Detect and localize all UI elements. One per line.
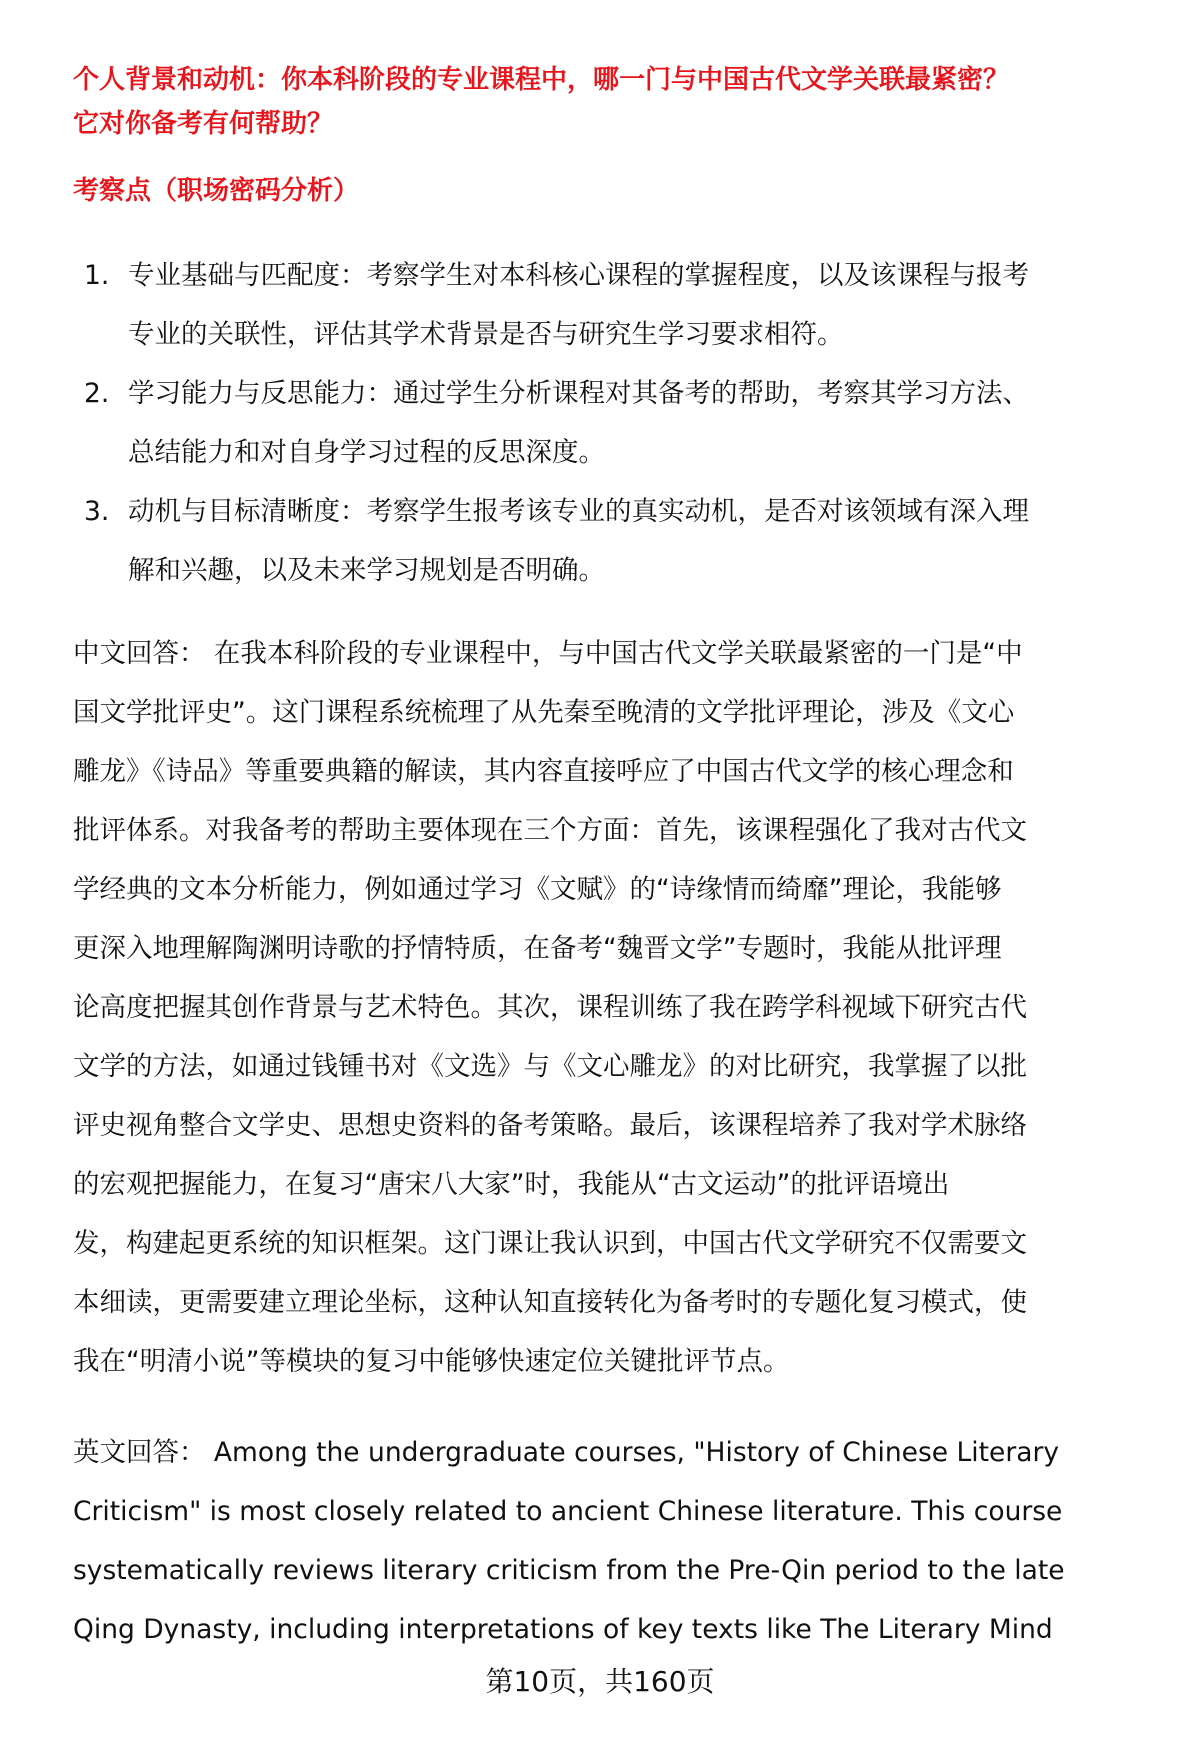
list-text: 专业基础与匹配度：考察学生对本科核心课程的掌握程度，以及该课程与报考 [128,260,1029,291]
section-title: 考察点（职场密码分析） [73,176,360,206]
paragraph-line: 论高度把握其创作背景与艺术特色。其次，课程训练了我在跨学科视域下研究古代 [73,992,1027,1023]
paragraph-line: Criticism" is most closely related to ancient Chinese literature. This course [73,1496,1063,1527]
chinese-answer [73,624,1173,1391]
list-number: 1. [84,260,110,291]
paragraph-line: 学经典的文本分析能力，例如通过学习《文赋》的“诗缘情而绮靡”理论，我能够 [73,874,1002,905]
list-item [84,246,1164,364]
paragraph-line: 发，构建起更系统的知识框架。这门课让我认识到，中国古代文学研究不仅需要文 [73,1228,1027,1259]
english-answer [73,1423,1173,1659]
paragraph-line: 雕龙》《诗品》等重要典籍的解读，其内容直接呼应了中国古代文学的核心理念和 [73,756,1014,787]
list-text: 解和兴趣，以及未来学习规划是否明确。 [128,555,605,586]
assessment-points-list [84,246,1164,600]
paragraph-line: 我在“明清小说”等模块的复习中能够快速定位关键批评节点。 [73,1346,790,1377]
paragraph-line: 中文回答： 在我本科阶段的专业课程中，与中国古代文学关联最紧密的一门是“中 [73,638,1023,669]
list-number: 2. [84,378,110,409]
list-text: 学习能力与反思能力：通过学生分析课程对其备考的帮助，考察其学习方法、 [128,378,1029,409]
paragraph-line: 更深入地理解陶渊明诗歌的抒情特质，在备考“魏晋文学”专题时，我能从批评理 [73,933,1002,964]
page-number: 第10页，共160页 [485,1665,715,1698]
list-text: 动机与目标清晰度：考察学生报考该专业的真实动机，是否对该领域有深入理 [128,496,1029,527]
list-item [84,364,1164,482]
paragraph-line: 本细读，更需要建立理论坐标，这种认知直接转化为备考时的专题化复习模式，使 [73,1287,1027,1318]
list-text: 总结能力和对自身学习过程的反思深度。 [128,437,605,468]
paragraph-line: 评史视角整合文学史、思想史资料的备考策略。最后，该课程培养了我对学术脉络 [73,1110,1027,1141]
paragraph-line: 批评体系。对我备考的帮助主要体现在三个方面：首先，该课程强化了我对古代文 [73,815,1027,846]
paragraph-line: 的宏观把握能力，在复习“唐宋八大家”时，我能从“古文运动”的批评语境出 [73,1169,950,1200]
paragraph-line: Qing Dynasty, including interpretations of key texts like The Literary Mind [73,1614,1053,1645]
list-text: 专业的关联性，评估其学术背景是否与研究生学习要求相符。 [128,319,844,350]
paragraph-line: 英文回答： Among the undergraduate courses, "History of Chinese Literary [73,1437,1060,1468]
question-line: 它对你备考有何帮助？ [73,109,334,139]
question-heading [73,58,1009,146]
list-number: 3. [84,496,110,527]
paragraph-line: 国文学批评史”。这门课程系统梳理了从先秦至晚清的文学批评理论，涉及《文心 [73,697,1015,728]
paragraph-line: 文学的方法，如通过钱锺书对《文选》与《文心雕龙》的对比研究，我掌握了以批 [73,1051,1027,1082]
list-item [84,482,1164,600]
question-line: 个人背景和动机：你本科阶段的专业课程中，哪一门与中国古代文学关联最紧密？ [73,65,1010,95]
paragraph-line: systematically reviews literary criticism from the Pre-Qin period to the late [73,1555,1065,1586]
